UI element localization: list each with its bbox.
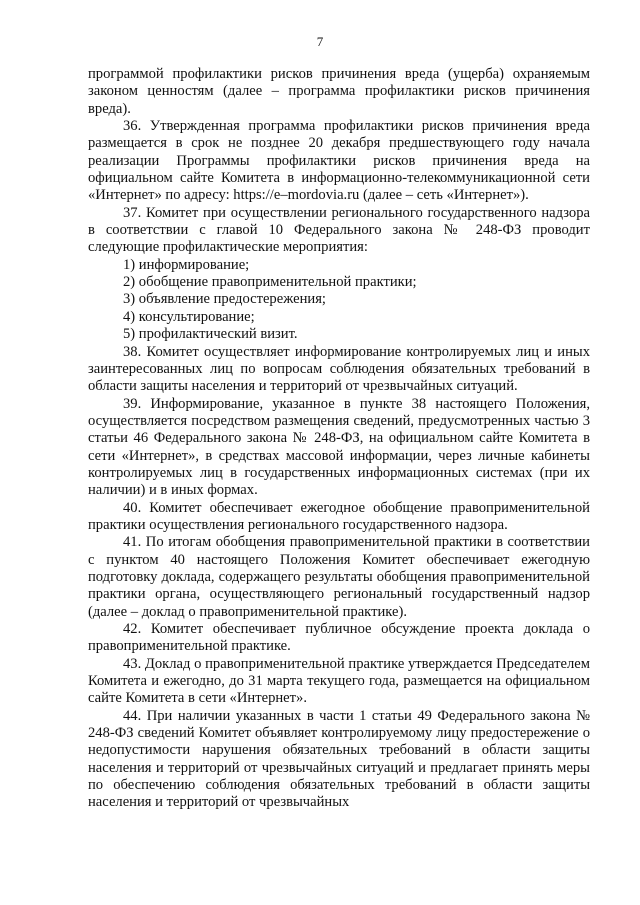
paragraph-38: 38. Комитет осуществляет информирование контролируемых лиц и иных заинтересованных лиц по вопросам соблюдения обязательных требований в области защиты населения и территорий от чрезвычайных ситуаций. bbox=[88, 343, 590, 395]
page-number: 7 bbox=[316, 34, 324, 49]
measure-list-item: 4) консультирование; bbox=[123, 308, 255, 325]
paragraph-37: 37. Комитет при осуществлении регионального государственного надзора в соответствии с главой 10 Федерального закона № 248-ФЗ проводит следующие профилактические мероприятия: bbox=[88, 204, 590, 256]
paragraph-43: 43. Доклад о правоприменительной практике утверждается Председателем Комитета и ежегодно, до 31 марта текущего года, размещается на официальном сайте Комитета в сети «Интернет». bbox=[88, 655, 590, 707]
paragraph-39: 39. Информирование, указанное в пункте 38 настоящего Положения, осуществляется посредством размещения сведений, предусмотренных частью 3 статьи 46 Федерального закона № 248-ФЗ, на официальном сайте Комитета в сети «Интернет», в средствах массовой информации, через личные кабинеты контролируемых лиц в государственных информационных системах (при их наличии) и в иных формах. bbox=[88, 395, 590, 499]
paragraph-40: 40. Комитет обеспечивает ежегодное обобщение правоприменительной практики осуществления регионального государственного надзора. bbox=[88, 499, 590, 533]
paragraph-42: 42. Комитет обеспечивает публичное обсуждение проекта доклада о правоприменительной практике. bbox=[88, 621, 590, 655]
paragraph-continuation: программой профилактики рисков причинения вреда (ущерба) охраняемым законом ценностям (далее – программа профилактики рисков причинения вреда). bbox=[88, 66, 590, 117]
measure-list-item: 2) обобщение правоприменительной практики; bbox=[123, 274, 417, 291]
document-body bbox=[88, 66, 590, 812]
paragraph-36: 36. Утвержденная программа профилактики рисков причинения вреда размещается в срок не позднее 20 декабря предшествующего году начала реализации Программы профилактики рисков причинения вреда на официальном сайте Комитета в информационно-телекоммуникационной сети «Интернет» по адресу: https://e–mordovia.ru (далее – сеть «Интернет»). bbox=[88, 118, 590, 204]
measure-list-item: 3) объявление предостережения; bbox=[123, 291, 326, 308]
paragraph-41: 41. По итогам обобщения правоприменительной практики в соответствии с пунктом 40 настоящего Положения Комитет обеспечивает ежегодную подготовку доклада, содержащего результаты обобщения правоприменительной практики органа, осуществляющего региональный государственный надзор (далее – доклад о правоприменительной практике). bbox=[88, 534, 590, 620]
measure-list-item: 1) информирование; bbox=[123, 256, 250, 273]
paragraph-44: 44. При наличии указанных в части 1 статьи 49 Федерального закона № 248-ФЗ сведений Комитет объявляет контролируемому лицу предостережение о недопустимости нарушения обязательных требований в области защиты населения и территорий от чрезвычайных ситуаций и предлагает принять меры по обеспечению соблюдения обязательных требований в области защиты населения и территорий от чрезвычайных bbox=[88, 707, 590, 811]
measure-list-item: 5) профилактический визит. bbox=[123, 326, 298, 343]
